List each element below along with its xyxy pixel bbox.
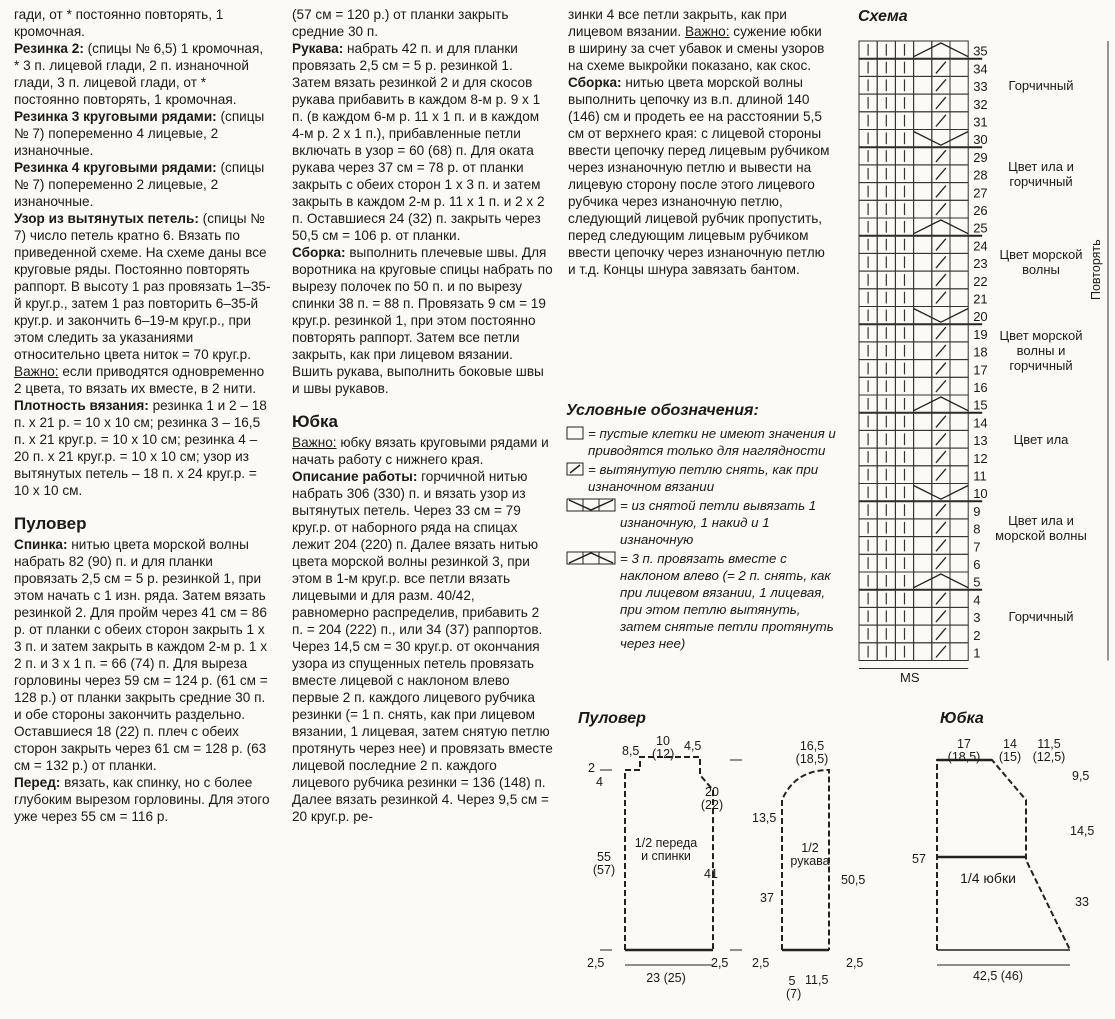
row-number: 15 [973,397,988,413]
row-number: 8 [973,521,981,537]
note-label: Важно: [684,24,730,39]
row-number: 20 [973,309,988,325]
row-number: 1 [973,645,981,661]
paragraph-heading: Резинка 4 круговыми рядами: [14,160,217,175]
row-number: 18 [973,344,988,360]
paragraph-heading: Сборка: [292,245,346,260]
dim-label: 17 (18,5) [947,737,981,764]
paragraph-heading: Описание работы: [292,469,418,484]
row-number: 32 [973,96,988,112]
row-number: 31 [973,114,988,130]
dim-label: 14 (15) [998,737,1022,764]
dim-label: 9,5 [1072,769,1090,783]
legend-text: = вытянутую петлю снять, как при изнаночном вязании [588,462,819,494]
row-number: 14 [973,415,988,431]
row-number: 9 [973,503,981,519]
paragraph-heading: Перед: [14,775,61,790]
color-label-text: Цвет морской волны [999,247,1083,278]
row-number: 5 [973,574,981,590]
dim-label: 14,5 [1070,824,1095,838]
legend-title: Условные обозначения: [566,402,759,419]
ms-label: MS [900,670,920,685]
legend-text: = пустые клетки не имеют значения и приводятся только для наглядности [588,426,836,458]
paragraph: Сборка: выполнить плечевые швы. Для воротника на круговые спицы набрать по вырезу полочек по 50 п. и по вырезу спинки 38 п. = 88 п. Провязать 9 см = 19 круг.р. резинкой 1, при этом постоянно повторять раппорт. Затем все петли закрыть, как при лицевом вязании. Вшить рукава, выполнить боковые швы и швы рукавов. [292,245,553,396]
pullover-title: Пуловер [578,710,646,727]
paragraph: (57 см = 120 р.) от планки закрыть средние 30 п. [292,7,509,39]
paragraph-heading: Сборка: [568,75,622,90]
dim-label: 42,5 (46) [972,969,1024,983]
dim-label: 2 [588,761,595,775]
dim-label: 16,5 (18,5) [795,739,829,766]
dim-label: 55 (57) [592,850,616,877]
dim-label: 4 [596,775,603,789]
paragraph: Рукава: набрать 42 п. и для планки провязать 2,5 см = 5 р. резинкой 1. Затем вязать резинкой 2 и для скосов рукава прибавить в каждом 8-м р. 9 х 1 п. (в каждом 6-м р. 11 х 1 п. и в каждом 4-м р. 2 х 1 п.), прибавленные петли включать в узор = 60 (68) п. Для оката рукава через 37 см = 78 р. от планки закрыть с обеих сторон 1 х 3 п. и затем закрыть в каждом 2-м р. 11 х 1 п. и 2 х 2 п. Оставшиеся 24 (32) п. закрыть через 50,5 см = 106 р. от планки. [292,41,545,243]
dim-label: 2,5 [711,956,729,970]
paragraph-heading: Узор из вытянутых петель: [14,211,199,226]
skirt-title: Юбка [940,710,984,727]
paragraph: гади, от * постоянно повторять, 1 кромочная. [14,7,224,39]
row-number: 16 [973,380,988,395]
dim-label: 4,5 [684,739,702,753]
row-number: 11 [973,468,987,484]
row-number: 12 [973,450,988,466]
row-number: 17 [973,362,988,378]
dim-label: 57 [912,852,926,866]
dim-label: 2,5 [846,956,864,970]
paragraph: Сборка: нитью цвета морской волны выполнить цепочку из в.п. длиной 140 (146) см и продеть ее на расстоянии 5,5 см от верхнего края: с лицевой стороны ввести цепочку перед лицевым рубчиком через изнаночную петлю и вывести на лицевую сторону после этого лицевого рубчика через изнаночную петлю, следующий лицевой рубчик пропустить, перед следующим лицевым рубчиком ввести цепочку через изнаночную петлю и т.д. Концы шнура завязать бантом. [568,75,830,277]
dim-label: 50,5 [841,873,866,887]
row-number: 24 [973,238,988,254]
dim-label: 23 (25) [646,971,686,985]
section-heading: Юбка [292,412,338,431]
row-number: 21 [973,291,988,307]
repeat-label: Повторять [1089,239,1103,300]
paragraph: Спинка: нитью цвета морской волны набрать 82 (90) п. и для планки провязать 2,5 см = 5 р. резинкой 1, при этом начать с 1 изн. ряда. Затем вязать резинкой 2. Для пройм через 41 см = 86 р. от планки с обеих сторон закрыть 1 х 3 п. и затем закрыть в каждом 2-м р. 1 х 2 п. и 3 х 1 п. = 66 (74) п. Для выреза горловины через 59 см = 124 р. (61 см = 128 р.) от планки закрыть средние 30 п. и обе стороны закончить раздельно. Оставшиеся 18 (22) п. плеч с обеих сторон закрыть через 61 см = 128 р. (63 см = 132 р.) от планки. [14,537,268,773]
color-label-text: Цвет ила [1013,431,1069,447]
row-number: 23 [973,256,988,272]
dim-label: 13,5 [752,811,777,825]
paragraph-heading: Рукава: [292,41,344,56]
paragraph-heading: Резинка 3 круговыми рядами: [14,109,217,124]
row-number: 26 [973,203,988,218]
paragraph: Важно: если приводятся одновременно 2 цвета, то вязать их вместе, в 2 нити. [14,364,265,396]
row-number: 25 [973,220,988,236]
color-label-text: Цвет ила и горчичный [1008,158,1074,189]
paragraph: Перед: вязать, как спинку, но с более глубоким вырезом горловины. Для этого уже через 55 см = 116 р. [14,775,270,824]
note-label: Важно: [292,435,337,450]
paragraph: зинки 4 все петли закрыть, как при лицевом вязании. Важно: сужение юбки в ширину за счет убавок и смены узоров на схеме выкройки показано, как скос. [568,7,825,73]
row-number: 19 [973,326,988,342]
row-number: 3 [973,610,981,626]
dim-label: 10 (12) [652,734,675,761]
dim-label: 20 (22) [700,785,724,812]
paragraph-heading: Спинка: [14,537,68,552]
row-number: 22 [973,273,988,289]
color-label-text: Горчичный [1008,77,1074,93]
row-number: 27 [973,185,988,201]
paragraph: Резинка 3 круговыми рядами: (спицы № 7) попеременно 4 лицевые, 2 изнаночные. [14,109,265,158]
dim-label: 2,5 [587,956,605,970]
sleeve-label: 1/2 рукава [790,841,830,868]
color-label-text: Цвет морской волны и горчичный [999,328,1083,374]
row-number: 30 [973,132,988,148]
paragraph: Резинка 4 круговыми рядами: (спицы № 7) попеременно 2 лицевые, 2 изнаночные. [14,160,265,209]
paragraph: Плотность вязания: резинка 1 и 2 – 18 п. х 21 р. = 10 х 10 см; резинка 3 – 16,5 п. х 21 круг.р. = 10 х 10 см; резинка 4 – 20 п. х 21 круг.р. = 10 х 10 см; узор из вытянутых петель – 18 п. х 24 круг.р. = 10 х 10 см. [14,398,267,498]
row-number: 35 [973,43,988,59]
dim-label: 2,5 [752,956,770,970]
paragraph-heading: Резинка 2: [14,41,84,56]
row-number: 29 [973,149,988,165]
section-heading: Пуловер [14,514,87,533]
paragraph: Узор из вытянутых петель: (спицы № 7) число петель кратно 6. Вязать по приведенной схеме. На схеме даны все круговые ряды. Постоянно повторять раппорт. В высоту 1 раз провязать 1–35-й круг.р., затем 1 раз повторить 6–35-й круг.р. и закончить 6–19-м круг.р., при этом следить за указаниями относительно цвета ниток = 70 круг.р. [14,211,271,362]
note-label: Важно: [14,364,59,379]
dim-label: 11,5 [805,973,829,987]
paragraph: Важно: юбку вязать круговыми рядами и начать работу с нижнего края. [292,435,549,467]
dim-label: 11,5 (12,5) [1032,737,1066,764]
color-label-text: Цвет ила и морской волны [995,512,1087,543]
row-number: 4 [973,592,981,608]
dim-label: 33 [1075,895,1089,909]
skirt-label: 1/4 юбки [960,870,1016,886]
row-number: 13 [973,433,988,449]
row-number: 10 [973,486,988,502]
scheme-title: Схема [858,8,908,25]
color-label-text: Горчичный [1008,608,1074,624]
row-number: 2 [973,627,981,643]
row-number: 33 [973,79,988,95]
paragraph: Описание работы: горчичной нитью набрать 306 (330) п. и вязать узор из вытянутых петель. Через 33 см = 79 круг.р. от наборного ряда на спицах лежит 204 (220) п. Далее вязать нитью цвета морской волны резинкой 3, при этом в 1-м круг.р. все петли вязать лицевыми и для разм. 40/42, равномерно распределив, прибавить 2 п. = 204 (222) п., или 34 (37) раппортов. Через 14,5 см = 30 круг.р. от окончания узора из спущенных петель провязать вместе лицевой с наклоном влево первые 2 п. каждого лицевого рубчика резинки (= 1 п. снять, как при лицевом вязании, 1 лицевая, затем снятую петлю протянуть через нее) и провязать вместе лицевой последние 2 п. каждого лицевого рубчика резинки = 136 (148) п. Далее вязать резинкой 4. Через 9,5 см = 20 круг.р. ре- [292,469,553,824]
row-number: 6 [973,557,981,572]
body-label: 1/2 переда и спинки [634,836,698,863]
dim-label: 8,5 [622,744,640,758]
dim-label: 5 (7) [786,974,802,1001]
row-number: 7 [973,539,981,555]
paragraph-heading: Плотность вязания: [14,398,149,413]
row-number: 28 [973,167,988,183]
dim-label: 41 [704,867,718,881]
legend-text: = 3 п. провязать вместе с наклоном влево (= 2 п. снять, как при лицевом вязании, 1 лицевая, при этом петлю вытянуть, затем снятые петли протянуть через нее) [620,551,834,651]
legend-text: = из снятой петли вывязать 1 изнаночную, 1 накид и 1 изнаночную [620,498,817,547]
row-number: 34 [973,61,988,77]
dim-label: 37 [760,891,774,905]
paragraph: Резинка 2: (спицы № 6,5) 1 кромочная, * 3 п. лицевой глади, 2 п. изнаночной глади, 3 п. лицевой глади, от * постоянно повторять, 1 кромочная. [14,41,264,107]
